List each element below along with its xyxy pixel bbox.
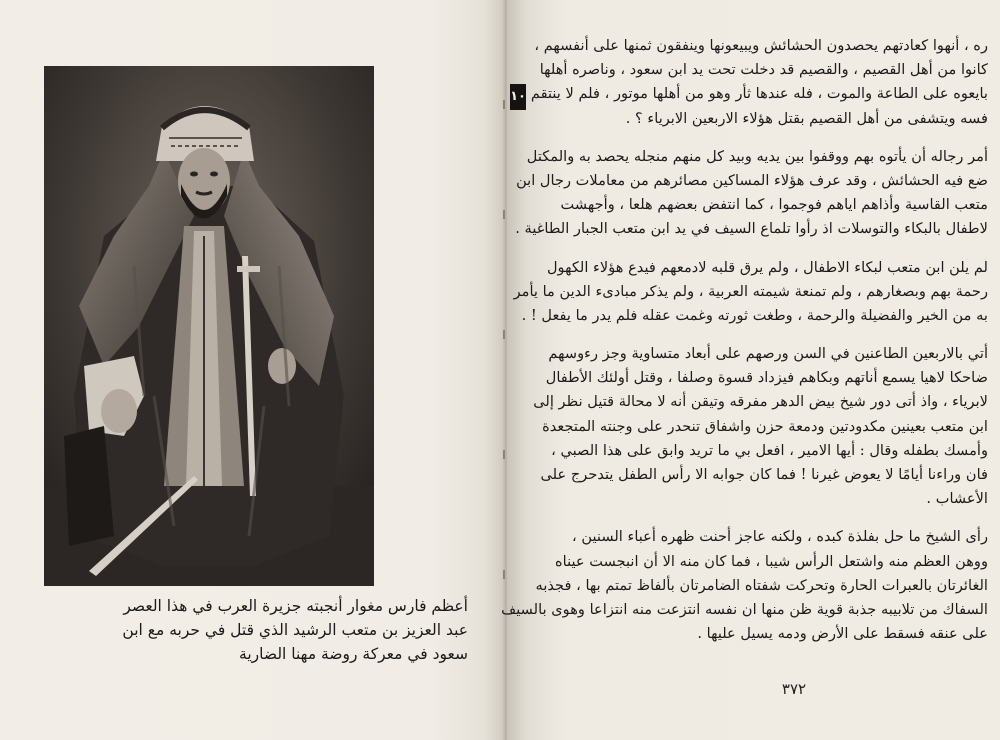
text-line: ضع فيه الحشائش ، وقد عرف هؤلاء المساكين مصائرهم من معاملات رجال ابن [516,171,988,189]
text-line: وأمسك بطفله وقال : أيها الامير ، افعل بي ما تريد وابق على هذا الصبي ، [551,441,988,459]
section-marker: ١٠ [510,84,526,110]
text-line: لم يلن ابن متعب لبكاء الاطفال ، ولم يرق قلبه لادمعهم فيدع هؤلاء الكهول [546,258,988,276]
text-line: به من الخير والفضيلة والرحمة ، وطغت ثورته وغمت عقله فلم يدر ما يفعل ! . [521,306,988,324]
portrait-photo [44,66,374,586]
binding-stitch [503,330,505,339]
text-line: ابن متعب بعينين مكدودتين ودمعة حزن واشفاق تنحدر على وجنته المتجعدة [542,417,988,435]
caption-line: عبد العزيز بن متعب الرشيد الذي قتل في حربه مع ابن [122,621,468,639]
paragraph [533,342,988,511]
text-line: فان وراءنا أيامًا لا يعوض غيرنا ! فما كان جوابه الا رأس الطفل يتدحرج على [540,466,988,483]
text-line: ره ، أنهوا كعادتهم يحصدون الحشائش ويبيعونها وينفقون ثمنها على أنفسهم ، [534,37,988,54]
paragraph [515,145,988,242]
page-number: ٣٧٢ [781,680,807,698]
text-line: أمر رجاله أن يأتوه بهم ووقفوا بين يديه وبيد كل منهم منجله يحصد به والمكتل [526,147,988,165]
text-line: السفاك من تلابيبه جذبة قوية ظن منها ان نفسه انتزعت منه انتزاعا وهوى بالسيف [501,600,988,618]
text-line: رأى الشيخ ما حل بفلذة كبده ، ولكنه عاجز أحنت ظهره أعباء السنين ، [572,528,988,546]
text-line: متعب القاسية وأذاهم اياهم فوجموا ، كما انتفض بعضهم هلعا ، وأجهشت [560,196,988,214]
text-line: ووهن العظم منه واشتعل الرأس شيبا ، فما كان منه الا أن انبجست عيناه [555,552,988,570]
photo-caption [28,594,468,666]
paragraph [501,525,988,646]
text-line: ضاحكا لاهيا يسمع أناتهم وبكاهم فيزداد قسوة وصلفا ، وقتل أولئك الأطفال [545,369,988,387]
text-line: الغائرتان بالعبرات الحارة وتحركت شفتاه الضامرتان بألفاظ تمتم بها ، فجذبه [535,576,988,594]
binding-stitch [503,570,505,579]
text-line: بايعوه على الطاعة والموت ، فله عندها ثأر وهو من أهلها موتور ، فلم لا ينتقم [530,85,988,103]
paragraph [513,256,988,329]
text-line: على عنقه فسقط على الأرض ودمه يسيل عليها . [697,625,988,643]
caption-line: سعود في معركة روضة مهنا الضارية [239,645,468,663]
text-line: الأعشاب . [926,490,988,508]
binding-stitch [503,450,505,459]
text-line: رحمة بهم وبصغارهم ، ولم تمنعة شيمته العربية ، ولم يذكر مبادىء الدين ما يأمر [513,282,988,300]
text-line: لاطفال بالبكاء والتوسلات اذ رأوا تلماع السيف في يد ابن متعب الجبار الطاغية . [515,220,988,238]
text-line: لابرياء ، واذ أتى دور شيخ بيض الدهر مفرقه وتيقن أنه لا محالة قتيل نظر إلى [533,393,988,411]
binding-stitch [503,100,505,109]
caption-line: أعظم فارس مغوار أنجبته جزيرة العرب في هذا العصر [123,597,468,615]
binding-stitch [503,210,505,219]
text-line: أتي بالاربعين الطاعنين في السن ورصهم على أبعاد متساوية وجز رءوسهم [548,345,988,363]
text-line: كانوا من أهل القصيم ، والقصيم قد دخلت تحت يد ابن سعود ، وناصره أهلها [539,61,988,79]
text-line: فسه ويتشفى من أهل القصيم بقتل هؤلاء الاربعين الابرياء ؟ . [625,109,988,127]
portrait-image [44,66,374,586]
paragraph [530,34,988,131]
